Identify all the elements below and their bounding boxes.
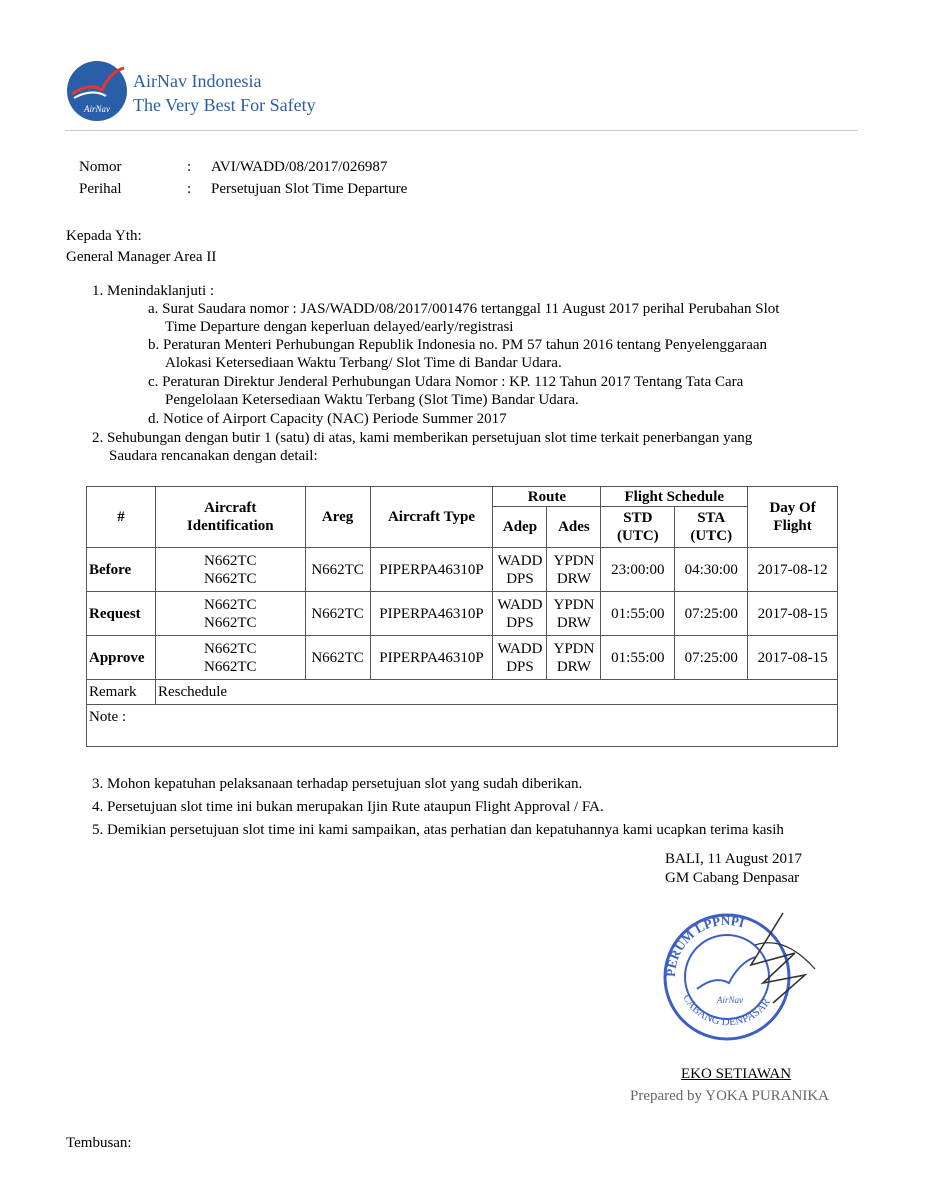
cell-identification: N662TC N662TC [155,636,305,680]
point-1a-line1: a. Surat Saudara nomor : JAS/WADD/08/2017/001476 tertanggal 11 August 2017 perihal Perubahan Slot [148,301,780,317]
prepared-by: Prepared by YOKA PURANIKA [630,1088,830,1104]
header-std: STD (UTC) [601,507,675,548]
signer-position: GM Cabang Denpasar [665,870,800,886]
nomor-separator: : [187,159,192,175]
svg-text:AirNav: AirNav [717,995,743,1005]
brand-tagline: The Very Best For Safety [133,95,316,115]
signer-name: EKO SETIAWAN [681,1066,792,1082]
header-aircraft-type: Aircraft Type [370,487,493,548]
table-row [87,636,838,680]
point-2-line1: 2. Sehubungan dengan butir 1 (satu) di atas, kami memberikan persetujuan slot time terkait penerbangan yang [92,430,753,446]
cell-adep: WADD DPS [493,548,547,592]
header-flight-schedule: Flight Schedule [601,487,748,507]
point-3: 3. Mohon kepatuhan pelaksanaan terhadap persetujuan slot yang sudah diberikan. [92,776,583,792]
table-row [87,592,838,636]
point-1c-line2: Pengelolaan Ketersediaan Waktu Terbang (Slot Time) Bandar Udara. [165,392,579,408]
tembusan-label: Tembusan: [66,1135,132,1151]
cell-std: 01:55:00 [601,636,675,680]
cell-sta: 07:25:00 [675,636,748,680]
cell-adep: WADD DPS [493,636,547,680]
brand-name: AirNav Indonesia [133,71,262,91]
cell-identification: N662TC N662TC [155,548,305,592]
cell-sta: 04:30:00 [675,548,748,592]
official-stamp [655,905,825,1045]
svg-text:CABANG DENPASAR: CABANG DENPASAR [680,992,774,1029]
header-number: # [87,487,156,548]
cell-areg: N662TC [305,592,370,636]
header-route: Route [493,487,601,507]
cell-ades: YPDN DRW [547,592,601,636]
point-1d-line1: d. Notice of Airport Capacity (NAC) Periode Summer 2017 [148,411,507,427]
header-day-of-flight: Day Of Flight [748,487,838,548]
cell-std: 01:55:00 [601,592,675,636]
nomor-label: Nomor [79,159,122,175]
cell-identification: N662TC N662TC [155,592,305,636]
point-1-label: 1. Menindaklanjuti : [92,283,215,299]
cell-adep: WADD DPS [493,592,547,636]
recipient-name: General Manager Area II [66,249,217,265]
cell-aircraft-type: PIPERPA46310P [370,548,493,592]
remark-label: Remark [87,680,156,705]
row-label: Before [87,548,156,592]
perihal-separator: : [187,181,192,197]
perihal-value: Persetujuan Slot Time Departure [211,181,408,197]
point-2-line2: Saudara rencanakan dengan detail: [109,448,318,464]
recipient-greeting: Kepada Yth: [66,228,142,244]
nomor-value: AVI/WADD/08/2017/026987 [211,159,388,175]
slot-time-table [86,486,838,747]
remark-row [87,680,838,705]
cell-aircraft-type: PIPERPA46310P [370,592,493,636]
table-row [87,548,838,592]
point-4: 4. Persetujuan slot time ini bukan merupakan Ijin Rute ataupun Flight Approval / FA. [92,799,604,815]
point-5: 5. Demikian persetujuan slot time ini kami sampaikan, atas perhatian dan kepatuhannya kami ucapkan terima kasih [92,822,784,838]
note-label: Note : [87,705,838,747]
cell-areg: N662TC [305,548,370,592]
airnav-logo [66,60,128,122]
row-label: Approve [87,636,156,680]
point-1a-line2: Time Departure dengan keperluan delayed/early/registrasi [165,319,514,335]
cell-sta: 07:25:00 [675,592,748,636]
point-1b-line2: Alokasi Ketersediaan Waktu Terbang/ Slot Time di Bandar Udara. [165,355,562,371]
cell-ades: YPDN DRW [547,548,601,592]
perihal-label: Perihal [79,181,122,197]
note-row [87,705,838,747]
header-ades: Ades [547,507,601,548]
cell-day: 2017-08-12 [748,548,838,592]
remark-value: Reschedule [155,680,837,705]
cell-std: 23:00:00 [601,548,675,592]
svg-text:PERUM LPPNPI: PERUM LPPNPI [662,912,747,978]
cell-ades: YPDN DRW [547,636,601,680]
header-aircraft-identification: Aircraft Identification [155,487,305,548]
cell-day: 2017-08-15 [748,592,838,636]
header-adep: Adep [493,507,547,548]
point-1b-line1: b. Peraturan Menteri Perhubungan Republik Indonesia no. PM 57 tahun 2016 tentang Penyelenggaraan [148,337,768,353]
svg-text:AirNav: AirNav [84,104,110,114]
row-label: Request [87,592,156,636]
cell-day: 2017-08-15 [748,636,838,680]
place-date: BALI, 11 August 2017 [665,851,802,867]
header-sta: STA (UTC) [675,507,748,548]
cell-areg: N662TC [305,636,370,680]
point-1c-line1: c. Peraturan Direktur Jenderal Perhubungan Udara Nomor : KP. 112 Tahun 2017 Tentang Tata Cara [148,374,744,390]
cell-aircraft-type: PIPERPA46310P [370,636,493,680]
header-areg: Areg [305,487,370,548]
header-divider [65,130,858,131]
